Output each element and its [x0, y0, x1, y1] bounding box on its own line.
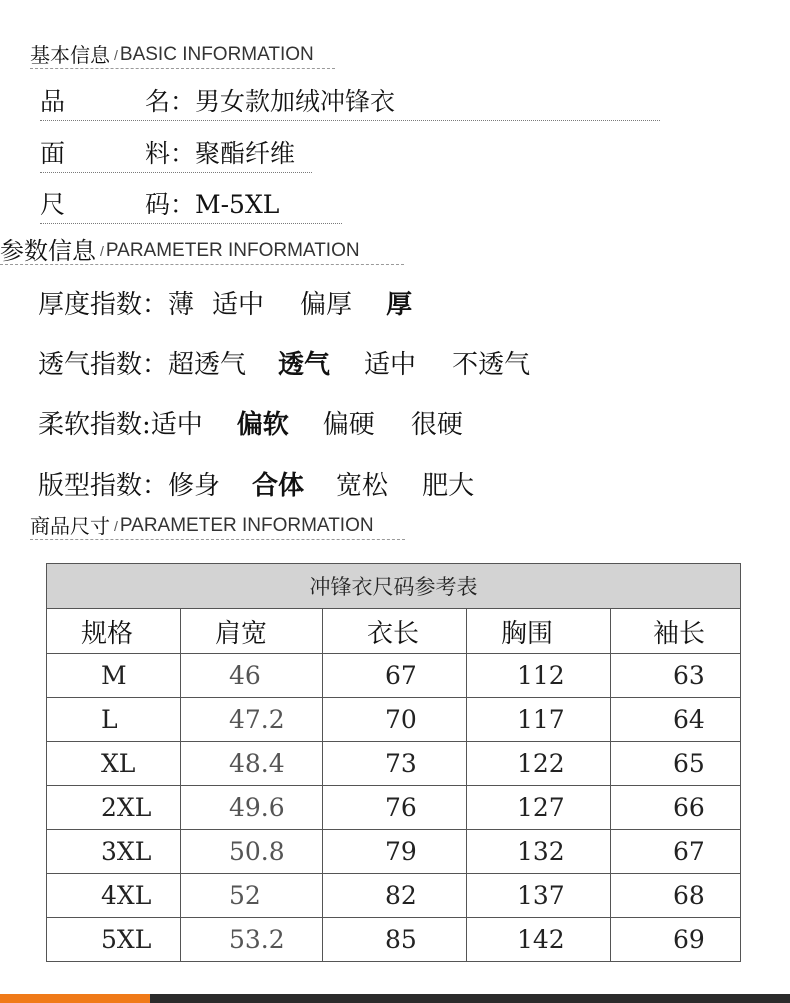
param-option: 偏厚: [300, 289, 353, 320]
size-chart-caption-row: [47, 564, 741, 609]
param-option: 修身: [168, 470, 221, 501]
table-cell: 3XL: [47, 830, 181, 874]
param-option: 很硬: [410, 409, 463, 440]
column-header-shoulder: 肩宽: [181, 609, 323, 654]
basic-info-header: [30, 42, 335, 69]
param-label: 透气指数：: [38, 349, 169, 380]
size-chart-body: [47, 654, 741, 962]
table-cell: 67: [611, 830, 741, 874]
param-row-thickness: [38, 282, 412, 322]
info-key: 尺: [40, 190, 66, 219]
param-label: 版型指数：: [38, 470, 169, 501]
param-row-fit: [38, 463, 474, 503]
param-option: 超透气: [168, 349, 247, 380]
column-header-sleeve: 袖长: [611, 609, 741, 654]
table-cell: 112: [467, 654, 611, 698]
param-option: 适中: [364, 349, 417, 380]
table-cell: 4XL: [47, 874, 181, 918]
param-option-selected: 合体: [252, 470, 305, 501]
param-info-separator: /: [100, 243, 104, 259]
size-chart-caption: 冲锋衣尺码参考表: [47, 564, 741, 609]
table-row: [47, 918, 741, 962]
table-cell: 85: [323, 918, 467, 962]
table-cell: 79: [323, 830, 467, 874]
info-key: 品: [40, 87, 66, 116]
param-option: 肥大: [422, 470, 475, 501]
table-row: [47, 786, 741, 830]
table-row: [47, 742, 741, 786]
column-header-size: 规格: [47, 609, 181, 654]
size-info-separator: /: [114, 518, 118, 534]
table-cell: 68: [611, 874, 741, 918]
info-row-size: [40, 183, 342, 224]
table-cell: 132: [467, 830, 611, 874]
table-cell: 2XL: [47, 786, 181, 830]
param-row-breathability: [38, 342, 530, 382]
param-row-softness: [38, 402, 463, 442]
table-cell: 66: [611, 786, 741, 830]
size-info-title-en: PARAMETER INFORMATION: [119, 515, 374, 536]
info-key: 面: [40, 139, 66, 168]
basic-info-title-cn: 基本信息: [30, 43, 110, 67]
table-cell: 48.4: [181, 742, 323, 786]
param-label: 厚度指数：: [38, 289, 169, 320]
table-row: [47, 830, 741, 874]
info-value: 名：男女款加绒冲锋衣: [145, 87, 396, 116]
param-option-selected: 偏软: [236, 409, 289, 440]
param-option-selected: 厚: [386, 289, 413, 320]
table-cell: 73: [323, 742, 467, 786]
table-cell: 70: [323, 698, 467, 742]
table-cell: 127: [467, 786, 611, 830]
table-row: [47, 874, 741, 918]
param-info-header: [0, 238, 404, 265]
size-info-title-cn: 商品尺寸: [30, 514, 110, 538]
info-row-name: [40, 80, 660, 121]
size-chart-table: [46, 563, 741, 962]
table-row: [47, 654, 741, 698]
table-cell: 69: [611, 918, 741, 962]
basic-info-title-en: BASIC INFORMATION: [119, 44, 314, 65]
param-label: 柔软指数:: [38, 409, 151, 440]
table-cell: 117: [467, 698, 611, 742]
table-cell: 49.6: [181, 786, 323, 830]
table-row: [47, 698, 741, 742]
param-option: 适中: [150, 409, 203, 440]
column-header-length: 衣长: [323, 609, 467, 654]
size-info-header: [30, 513, 405, 540]
info-row-fabric: [40, 132, 312, 173]
table-cell: L: [47, 698, 181, 742]
table-cell: 67: [323, 654, 467, 698]
size-chart-header-row: [47, 609, 741, 654]
table-cell: 47.2: [181, 698, 323, 742]
param-option: 偏硬: [322, 409, 375, 440]
param-option: 适中: [212, 289, 265, 320]
param-option: 不透气: [452, 349, 531, 380]
param-option: 宽松: [336, 470, 389, 501]
footer-accent-stripe: [0, 994, 150, 1003]
param-info-title-en: PARAMETER INFORMATION: [105, 240, 360, 261]
table-cell: 53.2: [181, 918, 323, 962]
table-cell: 64: [611, 698, 741, 742]
table-cell: 65: [611, 742, 741, 786]
table-cell: M: [47, 654, 181, 698]
basic-info-separator: /: [114, 47, 118, 63]
param-option: 薄: [168, 289, 195, 320]
table-cell: 76: [323, 786, 467, 830]
table-cell: 137: [467, 874, 611, 918]
table-cell: 142: [467, 918, 611, 962]
param-info-title-cn: 参数信息: [0, 237, 96, 265]
table-cell: 122: [467, 742, 611, 786]
table-cell: 63: [611, 654, 741, 698]
param-option-selected: 透气: [278, 349, 331, 380]
table-cell: 5XL: [47, 918, 181, 962]
info-value: 码：M-5XL: [145, 190, 280, 219]
info-value: 料：聚酯纤维: [145, 139, 296, 168]
table-cell: XL: [47, 742, 181, 786]
table-cell: 52: [181, 874, 323, 918]
table-cell: 46: [181, 654, 323, 698]
table-cell: 82: [323, 874, 467, 918]
column-header-chest: 胸围: [467, 609, 611, 654]
table-cell: 50.8: [181, 830, 323, 874]
